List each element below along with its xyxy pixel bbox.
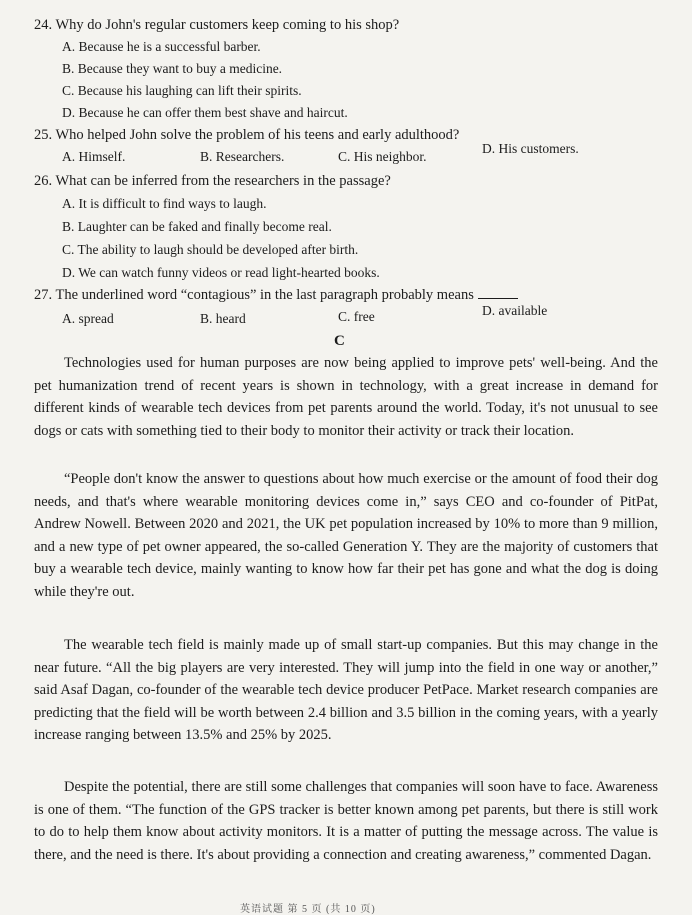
question-25-option-c: C. His neighbor. [338, 149, 427, 164]
paragraph-1: Technologies used for human purposes are now being applied to improve pets' well-being. And the pet humanization trend of recent years is shown in technology, with a great increase in demand for different kinds of wearable tech devices from pet parents around the world. Today, it's not unusual to see dogs or cats with something tied to their body to monitor their activity or track their location. [34, 355, 658, 439]
question-26-option-d: D. We can watch funny videos or read light-hearted books. [62, 265, 380, 280]
paragraph-3: The wearable tech field is mainly made up of small start-up companies. But this may change in the near future. “All the big players are very interested. They will jump into the field in one way or another,” said Asaf Dagan, co-founder of the wearable tech device producer PetPace. Market research companies are predicting that the field will be worth between 2.4 billion and 3.5 billion in the coming years, with a yearly increase ranging between 13.5% and 25% by 2025. [34, 637, 658, 744]
question-24-option-d: D. Because he can offer them best shave and haircut. [62, 105, 348, 120]
question-27-stem-text: 27. The underlined word “contagious” in the last paragraph probably means [34, 287, 474, 303]
question-24-option-a: A. Because he is a successful barber. [62, 39, 261, 54]
question-27-option-a: A. spread [62, 311, 114, 326]
question-26-option-b: B. Laughter can be faked and finally become real. [62, 219, 332, 234]
question-27-option-d: D. available [482, 303, 548, 318]
question-27-option-b: B. heard [200, 311, 246, 326]
paragraph-2: “People don't know the answer to questions about how much exercise or the amount of food their dog needs, and that's where wearable monitoring devices come in,” says CEO and co-founder of PitPat, Andrew Nowell. Between 2020 and 2021, the UK pet population increased by 10% to more than 9 million, and a new type of pet owner appeared, the so-called Generation Y. They are the majority of customers that buy a wearable tech device, mainly wanting to know how far their pet has gone and what the dog is doing while they're out. [34, 471, 658, 600]
question-26-stem: 26. What can be inferred from the researchers in the passage? [34, 173, 391, 189]
question-26-option-a: A. It is difficult to find ways to laugh. [62, 196, 267, 211]
question-25-option-a: A. Himself. [62, 149, 126, 164]
question-24-option-b: B. Because they want to buy a medicine. [62, 61, 283, 76]
page-footer: 英语试题 第 5 页 (共 10 页) [240, 904, 376, 915]
paragraph-4: Despite the potential, there are still some challenges that companies will soon have to face. Awareness is one of them. “The function of the GPS tracker is better known among pet parents, but there is still work to do to help them know about activity monitors. It is a matter of putting the message across. The value is there, and the need is there. It's about providing a connection and creating awareness,” commented Dagan. [34, 779, 658, 863]
section-letter: C [334, 333, 345, 349]
question-27-stem [34, 286, 518, 304]
question-25-stem: 25. Who helped John solve the problem of his teens and early adulthood? [34, 127, 460, 143]
question-24-option-c: C. Because his laughing can lift their spirits. [62, 83, 302, 98]
question-24-stem: 24. Why do John's regular customers keep coming to his shop? [34, 17, 400, 33]
question-26-option-c: C. The ability to laugh should be developed after birth. [62, 242, 359, 257]
answer-blank [478, 286, 518, 299]
question-27-option-c: C. free [338, 309, 375, 324]
question-25-option-d: D. His customers. [482, 141, 579, 156]
question-25-option-b: B. Researchers. [200, 149, 285, 164]
